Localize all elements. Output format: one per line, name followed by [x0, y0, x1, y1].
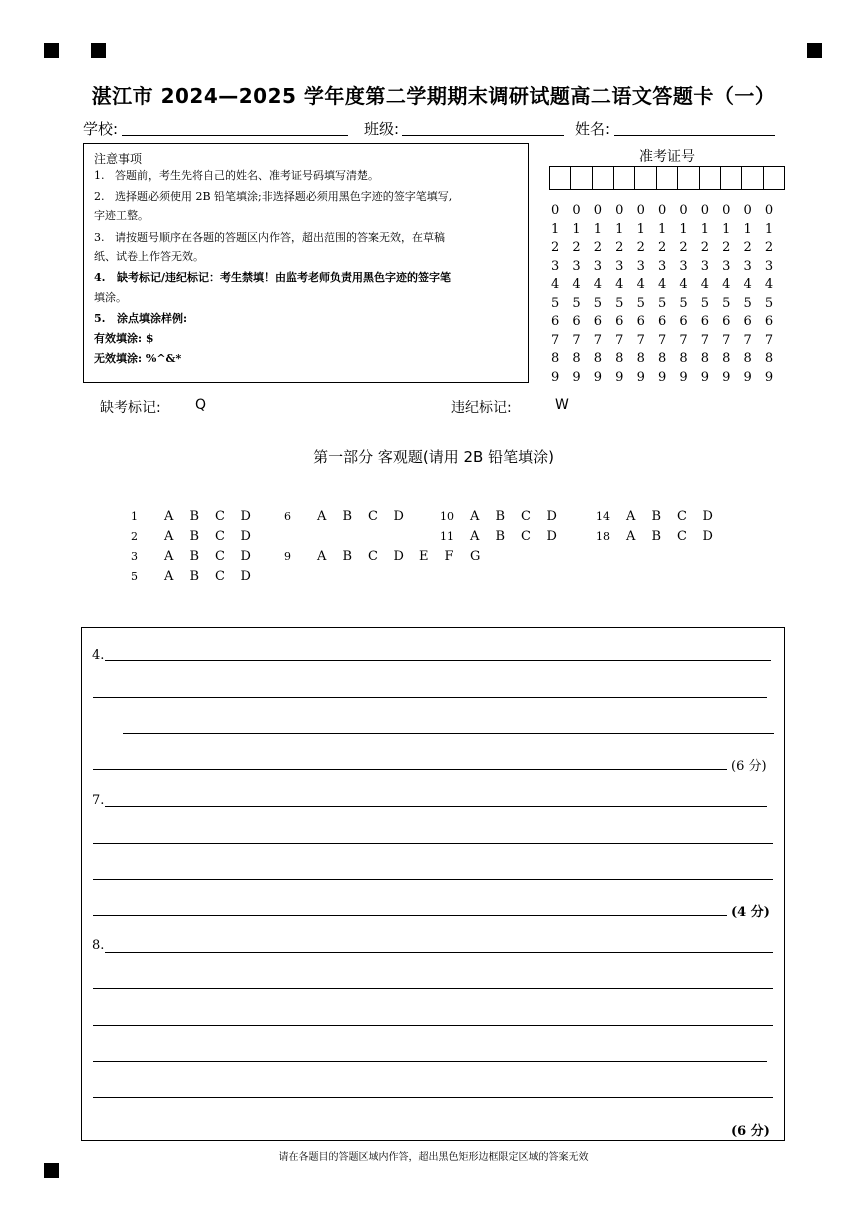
ticket-digit-bubble[interactable]: 9	[593, 369, 603, 385]
ticket-digit-row	[551, 333, 787, 352]
ticket-digit-bubble[interactable]: 2	[700, 240, 710, 255]
ticket-digit-row	[551, 240, 787, 259]
ticket-digit-bubble[interactable]: 5	[743, 295, 752, 311]
notice-heading: 注意事项	[94, 152, 143, 166]
registration-mark-top-left-1	[44, 43, 59, 58]
ticket-box[interactable]	[614, 167, 635, 189]
answer-line[interactable]	[93, 1097, 773, 1098]
ticket-digit-bubble[interactable]: 1	[593, 221, 603, 237]
choice-option[interactable]: C	[215, 549, 225, 564]
ticket-digit-bubble[interactable]: 5	[593, 295, 603, 311]
q4-score: (6 分)	[731, 759, 767, 774]
answer-line[interactable]	[123, 733, 774, 734]
choice-option[interactable]: C	[677, 509, 687, 524]
ticket-digit-bubble[interactable]: 5	[722, 295, 731, 311]
choice-option[interactable]: A	[317, 509, 327, 524]
notice-box	[83, 143, 529, 383]
ticket-digit-row	[551, 370, 787, 389]
registration-mark-bottom-left	[44, 1163, 59, 1178]
ticket-digit-bubble[interactable]: 9	[636, 369, 645, 385]
q8-label: 8.	[92, 938, 105, 953]
ticket-digit-bubble[interactable]: 3	[764, 258, 774, 274]
ticket-digit-bubble[interactable]: 5	[551, 295, 560, 311]
question-number: 18	[596, 530, 610, 543]
ticket-digit-bubble[interactable]: 5	[636, 295, 645, 311]
choice-question	[131, 549, 266, 564]
absent-label: 缺考标记:	[100, 400, 161, 416]
choice-question	[440, 509, 572, 524]
ticket-digit-bubble[interactable]: 1	[722, 221, 731, 237]
ticket-box[interactable]	[721, 167, 742, 189]
choice-question	[284, 509, 419, 524]
answer-line[interactable]	[93, 915, 727, 916]
ticket-digit-bubble[interactable]: 4	[743, 277, 752, 292]
ticket-digit-bubble[interactable]: 9	[764, 369, 774, 385]
ticket-digit-bubble[interactable]: 0	[700, 203, 710, 218]
ticket-digit-bubble[interactable]: 3	[700, 258, 710, 274]
ticket-digit-bubble[interactable]: 9	[551, 369, 560, 385]
question-number: 2	[131, 530, 138, 543]
ticket-digit-bubble[interactable]: 5	[657, 295, 667, 311]
ticket-digit-bubble[interactable]: 1	[572, 221, 581, 237]
registration-mark-top-left-2	[91, 43, 106, 58]
class-field[interactable]	[402, 135, 564, 136]
ticket-digit-bubble[interactable]: 2	[615, 240, 624, 255]
ticket-digit-bubble[interactable]: 3	[636, 258, 645, 274]
ticket-digit-bubble[interactable]: 0	[679, 203, 688, 218]
violation-mark[interactable]: W	[555, 397, 569, 413]
name-label: 姓名:	[575, 120, 611, 138]
violation-label: 违纪标记:	[451, 400, 512, 416]
ticket-digit-bubble[interactable]: 2	[551, 240, 560, 255]
ticket-digit-bubble[interactable]: 9	[722, 369, 731, 385]
ticket-digit-bubble[interactable]: 8	[700, 351, 710, 366]
ticket-digit-bubble[interactable]: 9	[572, 369, 581, 385]
ticket-digit-bubble[interactable]: 0	[743, 203, 752, 218]
ticket-digit-bubble[interactable]: 4	[593, 277, 603, 292]
notice-item-2-cont: 字迹工整。	[94, 209, 149, 222]
ticket-digit-bubble[interactable]: 9	[615, 369, 624, 385]
choice-option[interactable]: B	[495, 529, 506, 544]
ticket-digit-bubble[interactable]: 4	[722, 277, 731, 292]
notice-item-5: 5. 涂点填涂样例:	[94, 312, 188, 325]
school-field[interactable]	[122, 135, 348, 136]
ticket-digit-bubble[interactable]: 7	[615, 332, 624, 348]
ticket-digit-bubble[interactable]: 5	[700, 295, 710, 311]
ticket-digit-bubble[interactable]: 0	[615, 203, 624, 218]
choice-option[interactable]: D	[240, 569, 251, 584]
choice-option[interactable]: A	[164, 509, 174, 524]
ticket-digit-bubble[interactable]: 0	[657, 203, 667, 218]
answer-line[interactable]	[93, 988, 773, 989]
ticket-digit-bubble[interactable]: 3	[615, 258, 624, 274]
choice-question	[131, 529, 266, 544]
answer-line[interactable]	[105, 952, 773, 953]
ticket-digit-row	[551, 277, 787, 296]
ticket-digit-bubble[interactable]: 9	[679, 369, 688, 385]
choice-option[interactable]: B	[342, 549, 353, 564]
ticket-digit-row	[551, 296, 787, 315]
ticket-digit-bubble[interactable]: 9	[743, 369, 752, 385]
notice-item-3-cont: 纸、试卷上作答无效。	[94, 250, 204, 263]
ticket-digit-bubble[interactable]: 5	[572, 295, 581, 311]
name-field[interactable]	[614, 135, 775, 136]
ticket-digit-bubble[interactable]: 6	[679, 314, 688, 329]
ticket-digit-bubble[interactable]: 6	[657, 314, 667, 329]
q7-label: 7.	[92, 793, 105, 808]
notice-item-2: 2. 选择题必须使用 2B 铅笔填涂;非选择题必须用黑色字迹的签字笔填写,	[94, 190, 453, 203]
choice-option[interactable]: C	[677, 529, 687, 544]
choice-option[interactable]: C	[215, 509, 225, 524]
ticket-digit-bubble[interactable]: 0	[722, 203, 731, 218]
notice-item-1: 1. 答题前，考生先将自己的姓名、准考证号码填写清楚。	[94, 169, 379, 182]
ticket-box[interactable]	[550, 167, 571, 189]
ticket-digit-bubble[interactable]: 4	[700, 277, 710, 292]
ticket-digit-bubble[interactable]: 8	[615, 351, 624, 366]
ticket-digit-bubble[interactable]: 7	[679, 332, 688, 348]
question-number: 11	[440, 530, 454, 543]
ticket-box[interactable]	[678, 167, 699, 189]
ticket-digit-bubble[interactable]: 1	[700, 221, 710, 237]
ticket-box[interactable]	[593, 167, 614, 189]
ticket-digit-bubble[interactable]: 6	[636, 314, 645, 329]
ticket-digit-bubble[interactable]: 8	[679, 351, 688, 366]
choice-question	[596, 529, 728, 544]
ticket-digit-bubble[interactable]: 0	[572, 203, 581, 218]
ticket-digit-bubble[interactable]: 7	[551, 332, 560, 348]
ticket-digit-bubble[interactable]: 6	[764, 314, 774, 329]
choice-option[interactable]: B	[189, 509, 200, 524]
ticket-digit-row	[551, 351, 787, 370]
ticket-digit-bubble[interactable]: 9	[700, 369, 710, 385]
ticket-digit-bubble[interactable]: 1	[764, 221, 774, 237]
choice-option[interactable]: C	[521, 529, 531, 544]
ticket-digit-bubble[interactable]: 5	[615, 295, 624, 311]
ticket-digit-bubble[interactable]: 4	[615, 277, 624, 292]
ticket-digit-bubble[interactable]: 2	[657, 240, 667, 255]
ticket-digit-bubble[interactable]: 2	[764, 240, 774, 255]
ticket-digit-bubble[interactable]: 6	[700, 314, 710, 329]
ticket-digit-bubble[interactable]: 5	[679, 295, 688, 311]
section1-title: 第一部分 客观题(请用 2B 铅笔填涂)	[313, 448, 554, 466]
choice-option[interactable]: B	[651, 509, 662, 524]
choice-option[interactable]: C	[368, 509, 378, 524]
choice-option[interactable]: B	[189, 529, 200, 544]
ticket-digit-bubble[interactable]: 6	[743, 314, 752, 329]
choice-option[interactable]: C	[215, 529, 225, 544]
choice-option[interactable]: B	[495, 509, 506, 524]
registration-mark-top-right	[807, 43, 822, 58]
ticket-digit-bubble[interactable]: 4	[764, 277, 774, 292]
question-number: 6	[284, 510, 291, 523]
school-label: 学校:	[83, 120, 119, 138]
q7-score: (4 分)	[731, 905, 770, 920]
ticket-digit-bubble[interactable]: 6	[615, 314, 624, 329]
choice-option[interactable]: D	[546, 529, 557, 544]
ticket-digit-bubble[interactable]: 8	[722, 351, 731, 366]
ticket-digit-bubble[interactable]: 4	[679, 277, 688, 292]
page-title: 湛江市 2024—2025 学年度第二学期期末调研试题高二语文答题卡（一）	[91, 84, 776, 108]
choice-question	[596, 509, 728, 524]
ticket-digit-bubble[interactable]: 0	[764, 203, 774, 218]
choice-option[interactable]: B	[189, 549, 200, 564]
ticket-digit-bubble[interactable]: 8	[764, 351, 774, 366]
ticket-digit-bubble[interactable]: 3	[593, 258, 603, 274]
choice-question	[131, 509, 266, 524]
answer-box	[81, 627, 785, 1141]
ticket-number-title: 准考证号	[639, 149, 695, 165]
choice-question	[440, 529, 572, 544]
ticket-digit-bubble[interactable]: 3	[551, 258, 560, 274]
choice-option[interactable]: E	[419, 549, 429, 564]
answer-line[interactable]	[105, 660, 771, 661]
ticket-digit-bubble[interactable]: 6	[572, 314, 581, 329]
ticket-digit-bubble[interactable]: 2	[722, 240, 731, 255]
ticket-box[interactable]	[764, 167, 784, 189]
choice-option[interactable]: G	[470, 549, 481, 564]
ticket-digit-bubble[interactable]: 6	[593, 314, 603, 329]
ticket-digit-bubble[interactable]: 2	[636, 240, 645, 255]
choice-option[interactable]: D	[393, 549, 404, 564]
footer-note: 请在各题目的答题区域内作答，超出黑色矩形边框限定区域的答案无效	[278, 1152, 589, 1163]
ticket-digit-bubble[interactable]: 3	[572, 258, 581, 274]
ticket-digit-bubble[interactable]: 4	[572, 277, 581, 292]
ticket-digit-row	[551, 222, 787, 241]
ticket-digit-bubble[interactable]: 7	[572, 332, 581, 348]
notice-item-3: 3. 请按题号顺序在各题的答题区内作答，超出范围的答案无效，在草稿	[94, 231, 445, 244]
question-number: 5	[131, 570, 138, 583]
choice-question	[284, 549, 496, 564]
ticket-digit-bubble[interactable]: 7	[700, 332, 710, 348]
ticket-digit-bubble[interactable]: 4	[636, 277, 645, 292]
ticket-digit-bubble[interactable]: 3	[657, 258, 667, 274]
ticket-digit-bubble[interactable]: 0	[636, 203, 645, 218]
ticket-digit-row	[551, 203, 787, 222]
ticket-digit-bubble[interactable]: 8	[572, 351, 581, 366]
ticket-digit-bubble[interactable]: 8	[636, 351, 645, 366]
choice-option[interactable]: A	[164, 529, 174, 544]
ticket-digit-bubble[interactable]: 6	[722, 314, 731, 329]
notice-item-4: 4. 缺考标记/违纪标记：考生禁填！由监考老师负责用黑色字迹的签字笔	[94, 271, 451, 284]
ticket-digit-bubble[interactable]: 7	[636, 332, 645, 348]
ticket-digit-bubble[interactable]: 1	[636, 221, 645, 237]
ticket-box[interactable]	[635, 167, 656, 189]
ticket-digit-bubble[interactable]: 7	[764, 332, 774, 348]
answer-line[interactable]	[93, 769, 727, 770]
ticket-digit-row	[551, 314, 787, 333]
answer-line[interactable]	[93, 879, 773, 880]
choice-option[interactable]: D	[240, 529, 251, 544]
choice-option[interactable]: C	[368, 549, 378, 564]
ticket-digit-bubble[interactable]: 1	[679, 221, 688, 237]
ticket-digit-row	[551, 259, 787, 278]
ticket-digit-bubble[interactable]: 7	[593, 332, 603, 348]
choice-option[interactable]: C	[215, 569, 225, 584]
choice-option[interactable]: F	[444, 549, 454, 564]
ticket-digit-bubble[interactable]: 2	[679, 240, 688, 255]
choice-option[interactable]: A	[164, 549, 174, 564]
ticket-digit-bubble[interactable]: 4	[551, 277, 560, 292]
ticket-digit-bubble[interactable]: 6	[551, 314, 560, 329]
ticket-digit-bubble[interactable]: 1	[551, 221, 560, 237]
ticket-digit-bubble[interactable]: 8	[551, 351, 560, 366]
choice-option[interactable]: D	[702, 509, 713, 524]
ticket-digit-bubble[interactable]: 7	[743, 332, 752, 348]
ticket-digit-bubble[interactable]: 0	[593, 203, 603, 218]
choice-option[interactable]: A	[626, 529, 636, 544]
ticket-box[interactable]	[700, 167, 721, 189]
ticket-digit-bubble[interactable]: 7	[657, 332, 667, 348]
answer-line[interactable]	[105, 806, 767, 807]
choice-option[interactable]: A	[164, 569, 174, 584]
question-number: 9	[284, 550, 291, 563]
choice-option[interactable]: B	[342, 509, 353, 524]
notice-item-4-cont: 填涂。	[94, 291, 127, 304]
choice-option[interactable]: D	[240, 509, 251, 524]
question-number: 10	[440, 510, 454, 523]
ticket-box[interactable]	[657, 167, 678, 189]
answer-line[interactable]	[93, 697, 767, 698]
choice-option[interactable]: C	[521, 509, 531, 524]
ticket-digit-bubble[interactable]: 8	[657, 351, 667, 366]
ticket-digit-bubble[interactable]: 8	[743, 351, 752, 366]
choice-option[interactable]: D	[393, 509, 404, 524]
q4-label: 4.	[92, 648, 105, 663]
question-number: 1	[131, 510, 138, 523]
class-label: 班级:	[364, 120, 400, 138]
choice-option[interactable]: A	[470, 529, 480, 544]
valid-fill-example: 有效填涂: $	[94, 332, 154, 345]
q8-score: (6 分)	[731, 1124, 770, 1139]
ticket-digit-bubble[interactable]: 3	[743, 258, 752, 274]
choice-option[interactable]: A	[626, 509, 636, 524]
choice-option[interactable]: D	[546, 509, 557, 524]
answer-line[interactable]	[93, 1061, 767, 1062]
choice-option[interactable]: B	[189, 569, 200, 584]
ticket-digit-bubble[interactable]: 5	[764, 295, 774, 311]
ticket-digit-bubble[interactable]: 3	[679, 258, 688, 274]
ticket-box[interactable]	[571, 167, 592, 189]
ticket-digit-grid	[551, 203, 787, 388]
ticket-digit-bubble[interactable]: 1	[743, 221, 752, 237]
choice-option[interactable]: B	[651, 529, 662, 544]
ticket-digit-bubble[interactable]: 2	[593, 240, 603, 255]
question-number: 3	[131, 550, 138, 563]
choice-option[interactable]: A	[317, 549, 327, 564]
ticket-digit-bubble[interactable]: 2	[572, 240, 581, 255]
choice-question	[131, 569, 266, 584]
ticket-digit-bubble[interactable]: 7	[722, 332, 731, 348]
answer-line[interactable]	[93, 843, 773, 844]
ticket-number-boxes[interactable]	[549, 166, 785, 190]
ticket-digit-bubble[interactable]: 9	[657, 369, 667, 385]
ticket-digit-bubble[interactable]: 2	[743, 240, 752, 255]
absent-mark[interactable]: Q	[195, 397, 207, 413]
ticket-digit-bubble[interactable]: 8	[593, 351, 603, 366]
ticket-digit-bubble[interactable]: 4	[657, 277, 667, 292]
choice-option[interactable]: A	[470, 509, 480, 524]
question-number: 14	[596, 510, 610, 523]
ticket-digit-bubble[interactable]: 0	[551, 203, 560, 218]
ticket-digit-bubble[interactable]: 1	[615, 221, 624, 237]
invalid-fill-example: 无效填涂: %^&*	[94, 352, 182, 365]
answer-line[interactable]	[93, 1025, 773, 1026]
ticket-digit-bubble[interactable]: 3	[722, 258, 731, 274]
ticket-digit-bubble[interactable]: 1	[657, 221, 667, 237]
choice-option[interactable]: D	[702, 529, 713, 544]
choice-option[interactable]: D	[240, 549, 251, 564]
ticket-box[interactable]	[742, 167, 763, 189]
